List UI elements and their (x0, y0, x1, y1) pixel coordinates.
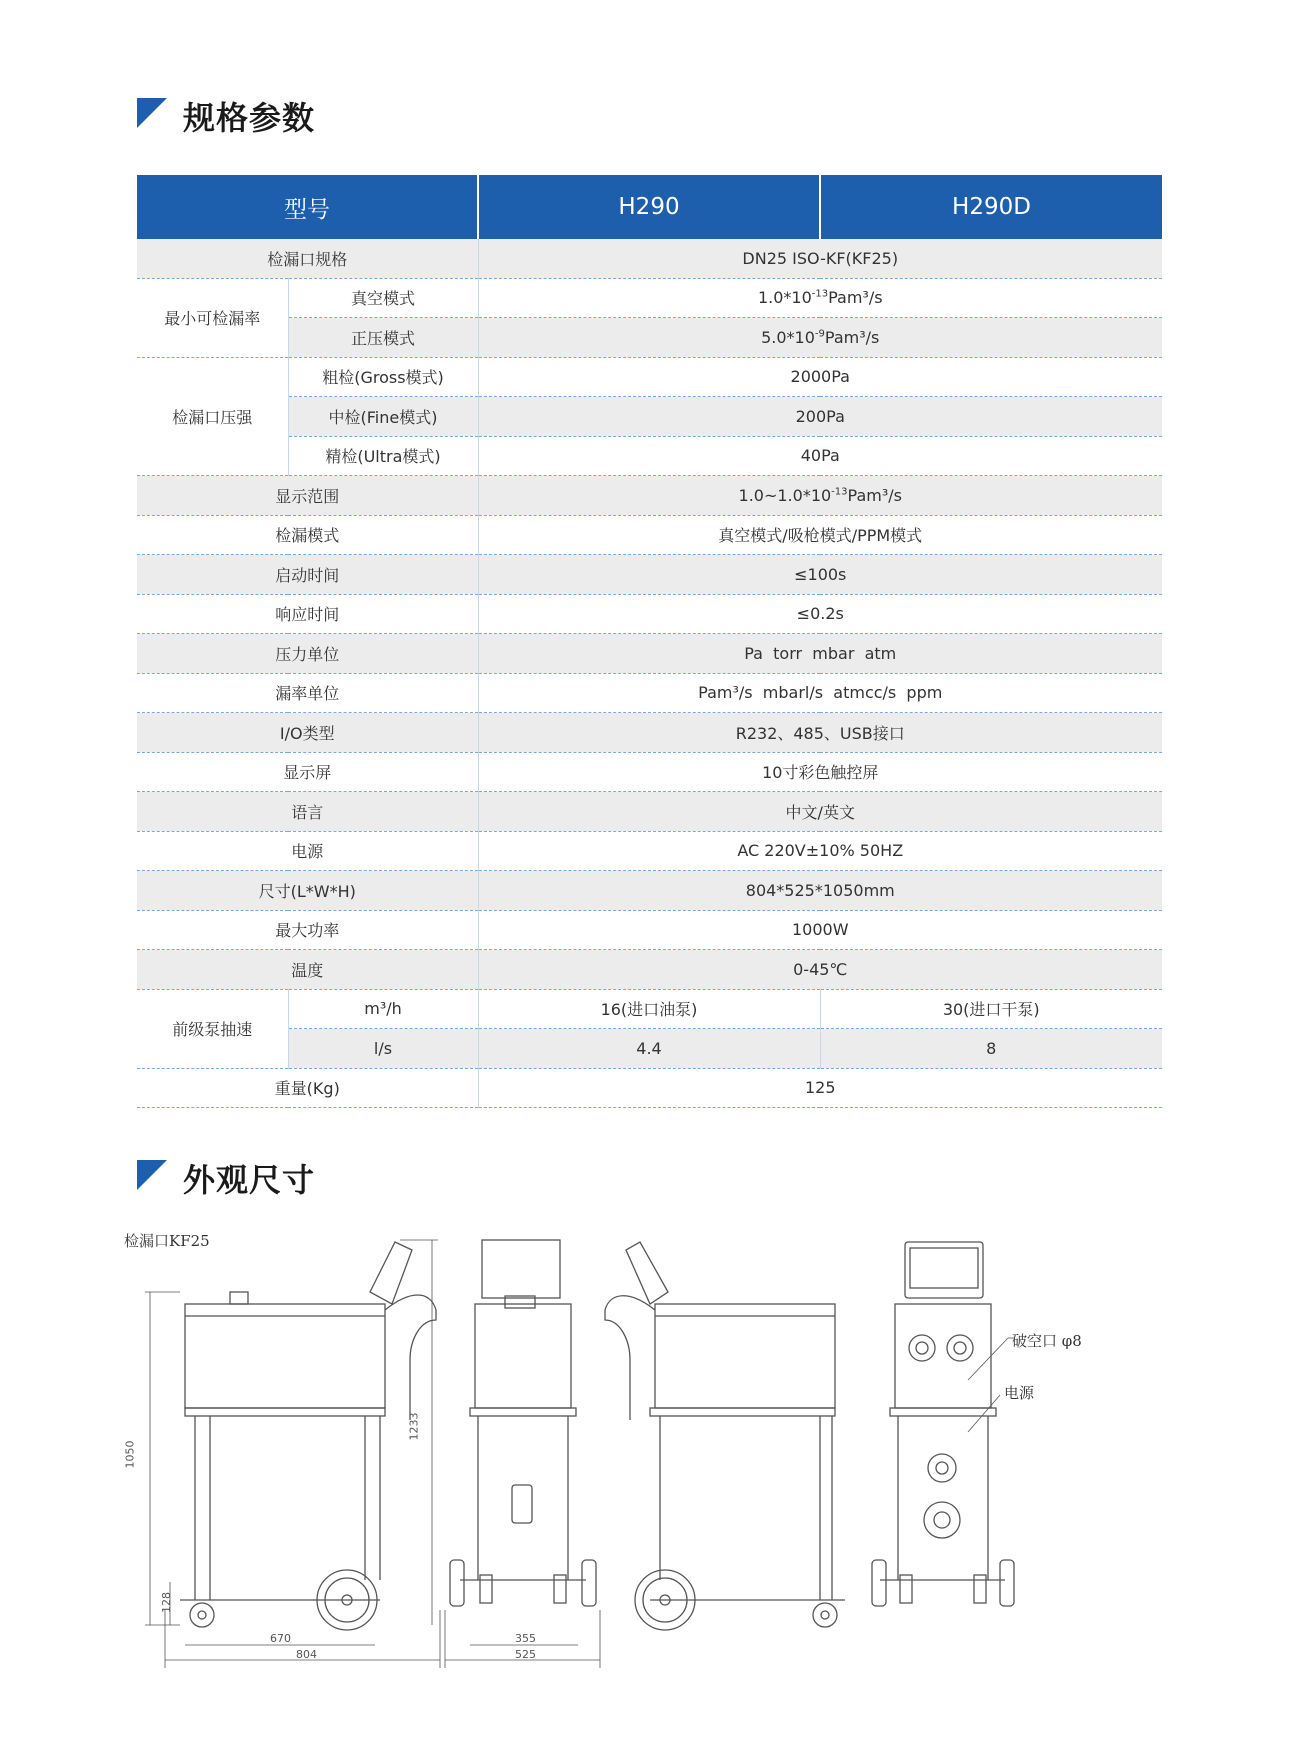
table-row (137, 515, 1162, 555)
row-label: 重量(Kg) (137, 1068, 478, 1108)
row-sublabel: 精检(Ultra模式) (288, 436, 478, 476)
table-row (137, 871, 1162, 911)
label-vent: 破空口 φ8 (1012, 1332, 1082, 1350)
row-label: 语言 (137, 792, 478, 832)
row-value: 真空模式/吸枪模式/PPM模式 (478, 515, 1162, 555)
row-label: 电源 (137, 831, 478, 871)
label-power: 电源 (1004, 1384, 1035, 1402)
row-value: $1.0\sim 1.0*10^{-13}Pam^3/s$ (478, 476, 1162, 516)
row-value: 10寸彩色触控屏 (478, 752, 1162, 792)
side-view-left (145, 1240, 440, 1668)
row-value: $1.0*10^{-13}Pam^3/s$ (478, 278, 1162, 318)
section-title-text: 规格参数 (183, 99, 316, 137)
drawings-svg (120, 1220, 1200, 1700)
row-value: 125 (478, 1068, 1162, 1108)
row-value: ≤0.2s (478, 594, 1162, 634)
row-label: 响应时间 (137, 594, 478, 634)
row-sublabel: 正压模式 (288, 318, 478, 358)
row-value: 200Pa (478, 397, 1162, 437)
row-value: R232、485、USB接口 (478, 713, 1162, 753)
header-model: 型号 (137, 175, 478, 239)
row-sublabel: 真空模式 (288, 278, 478, 318)
table-row (137, 1029, 1162, 1069)
row-value: 40Pa (478, 436, 1162, 476)
dimension-drawings (120, 1220, 1200, 1700)
row-sublabel: m³/h (288, 989, 478, 1029)
row-value: $5.0*10^{-9}Pam^3/s$ (478, 318, 1162, 358)
dim-128: 128 (160, 1592, 173, 1613)
row-group-label: 前级泵抽速 (137, 989, 288, 1068)
row-label: 显示屏 (137, 752, 478, 792)
table-row (137, 673, 1162, 713)
table-row (137, 1068, 1162, 1108)
table-row (137, 752, 1162, 792)
spec-section-title (137, 96, 315, 136)
row-label: I/O类型 (137, 713, 478, 753)
header-h290d: H290D (820, 175, 1162, 239)
dim-804: 804 (296, 1648, 317, 1661)
row-label: 温度 (137, 950, 478, 990)
row-label: 漏率单位 (137, 673, 478, 713)
table-row (137, 910, 1162, 950)
row-value: 2000Pa (478, 357, 1162, 397)
row-sublabel: l/s (288, 1029, 478, 1069)
table-header-row (137, 175, 1162, 239)
row-value: Pa torr mbar atm (478, 634, 1162, 674)
row-value-h290d: 8 (820, 1029, 1162, 1069)
row-label: 显示范围 (137, 476, 478, 516)
table-row (137, 713, 1162, 753)
row-value: 804*525*1050mm (478, 871, 1162, 911)
header-h290: H290 (478, 175, 820, 239)
row-value: AC 220V±10% 50HZ (478, 831, 1162, 871)
triangle-bullet-icon (137, 98, 167, 128)
row-group-label: 最小可检漏率 (137, 278, 288, 357)
table-row (137, 278, 1162, 318)
row-group-label: 检漏口压强 (137, 357, 288, 476)
table-row (137, 436, 1162, 476)
section-title-text: 外观尺寸 (183, 1161, 316, 1199)
label-port: 检漏口KF25 (124, 1232, 210, 1250)
row-label: 尺寸(L*W*H) (137, 871, 478, 911)
table-row (137, 792, 1162, 832)
table-row (137, 831, 1162, 871)
side-view-right (605, 1242, 845, 1630)
row-value: Pam³/s mbarl/s atmcc/s ppm (478, 673, 1162, 713)
spec-table (137, 175, 1162, 1108)
table-row (137, 594, 1162, 634)
dims-section-title (137, 1158, 315, 1198)
table-row (137, 950, 1162, 990)
table-row (137, 476, 1162, 516)
row-label: 检漏口规格 (137, 239, 478, 278)
back-view (872, 1242, 1015, 1606)
table-row (137, 357, 1162, 397)
row-label: 检漏模式 (137, 515, 478, 555)
row-value: 1000W (478, 910, 1162, 950)
row-value: DN25 ISO-KF(KF25) (478, 239, 1162, 278)
row-label: 启动时间 (137, 555, 478, 595)
row-value-h290: 4.4 (478, 1029, 820, 1069)
table-row (137, 555, 1162, 595)
front-view (445, 1240, 600, 1668)
dim-670: 670 (270, 1632, 291, 1645)
row-value-h290d: 30(进口干泵) (820, 989, 1162, 1029)
table-row (137, 318, 1162, 358)
row-value: ≤100s (478, 555, 1162, 595)
row-value: 0-45℃ (478, 950, 1162, 990)
table-row (137, 634, 1162, 674)
row-label: 压力单位 (137, 634, 478, 674)
row-value-h290: 16(进口油泵) (478, 989, 820, 1029)
triangle-bullet-icon (137, 1160, 167, 1190)
row-label: 最大功率 (137, 910, 478, 950)
table-row (137, 239, 1162, 278)
dim-525: 525 (515, 1648, 536, 1661)
dim-1233: 1233 (407, 1412, 421, 1441)
row-sublabel: 中检(Fine模式) (288, 397, 478, 437)
dim-1050: 1050 (123, 1440, 137, 1469)
dim-355: 355 (515, 1632, 536, 1645)
table-row (137, 397, 1162, 437)
table-row (137, 989, 1162, 1029)
row-sublabel: 粗检(Gross模式) (288, 357, 478, 397)
row-value: 中文/英文 (478, 792, 1162, 832)
